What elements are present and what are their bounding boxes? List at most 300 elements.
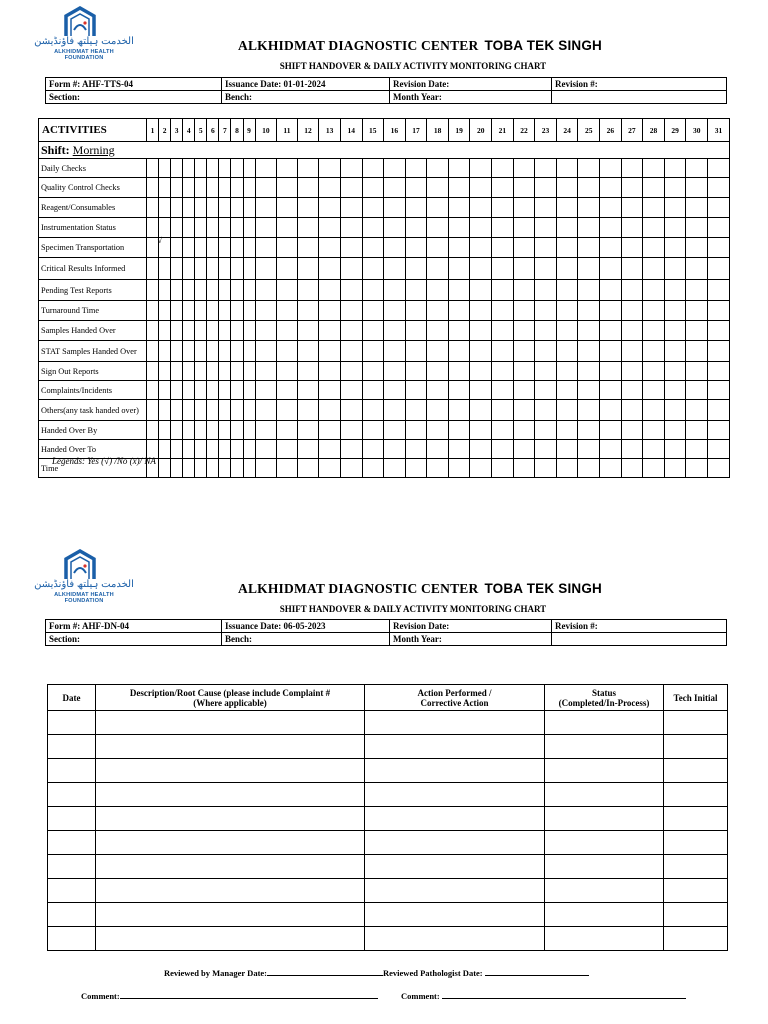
description-cell[interactable] <box>96 927 365 951</box>
activity-day-cell[interactable] <box>255 280 277 301</box>
activity-day-cell[interactable] <box>255 178 277 198</box>
activity-day-cell[interactable] <box>207 321 219 341</box>
activity-day-cell[interactable] <box>578 178 600 198</box>
activity-day-cell[interactable] <box>621 421 643 440</box>
activity-day-cell[interactable] <box>384 362 406 381</box>
activity-day-cell[interactable] <box>255 238 277 258</box>
action-cell[interactable] <box>365 879 545 903</box>
activity-day-cell[interactable] <box>219 238 231 258</box>
activity-day-cell[interactable] <box>384 341 406 362</box>
activity-day-cell[interactable] <box>405 258 427 280</box>
activity-day-cell[interactable] <box>492 341 514 362</box>
activity-day-cell[interactable] <box>195 258 207 280</box>
activity-day-cell[interactable] <box>277 198 298 218</box>
description-cell[interactable] <box>96 735 365 759</box>
activity-day-cell[interactable] <box>171 258 183 280</box>
activity-day-cell[interactable] <box>243 301 255 321</box>
activity-day-cell[interactable] <box>183 258 195 280</box>
activity-day-cell[interactable] <box>448 301 470 321</box>
activity-day-cell[interactable] <box>535 218 557 238</box>
activity-day-cell[interactable] <box>708 301 730 321</box>
activity-day-cell[interactable] <box>384 381 406 400</box>
activity-day-cell[interactable] <box>535 159 557 178</box>
activity-day-cell[interactable] <box>492 178 514 198</box>
activity-day-cell[interactable] <box>171 421 183 440</box>
activity-day-cell[interactable] <box>664 459 686 478</box>
activity-day-cell[interactable] <box>535 198 557 218</box>
description-cell[interactable] <box>96 903 365 927</box>
activity-day-cell[interactable] <box>427 400 449 421</box>
activity-day-cell[interactable] <box>255 459 277 478</box>
activity-day-cell[interactable] <box>405 301 427 321</box>
activity-day-cell[interactable] <box>578 258 600 280</box>
activity-day-cell[interactable] <box>219 301 231 321</box>
activity-day-cell[interactable] <box>183 178 195 198</box>
activity-day-cell[interactable] <box>621 341 643 362</box>
action-cell[interactable] <box>365 807 545 831</box>
activity-day-cell[interactable] <box>643 381 665 400</box>
activity-day-cell[interactable] <box>255 159 277 178</box>
activity-day-cell[interactable] <box>600 421 622 440</box>
activity-day-cell[interactable] <box>686 301 708 321</box>
activity-day-cell[interactable] <box>277 178 298 198</box>
activity-day-cell[interactable] <box>171 459 183 478</box>
comment-line-2[interactable] <box>401 989 686 1001</box>
activity-day-cell[interactable] <box>243 178 255 198</box>
activity-day-cell[interactable] <box>297 178 319 198</box>
activity-day-cell[interactable] <box>578 301 600 321</box>
activity-day-cell[interactable] <box>470 178 492 198</box>
activity-day-cell[interactable] <box>405 400 427 421</box>
activity-day-cell[interactable] <box>231 362 243 381</box>
activity-day-cell[interactable] <box>231 321 243 341</box>
activity-day-cell[interactable] <box>513 258 535 280</box>
activity-day-cell[interactable] <box>470 421 492 440</box>
activity-day-cell[interactable] <box>277 381 298 400</box>
activity-day-cell[interactable] <box>277 440 298 459</box>
activity-day-cell[interactable] <box>207 258 219 280</box>
activity-day-cell[interactable] <box>578 218 600 238</box>
activity-day-cell[interactable] <box>664 218 686 238</box>
activity-day-cell[interactable] <box>297 280 319 301</box>
activity-day-cell[interactable] <box>513 280 535 301</box>
activity-day-cell[interactable] <box>664 301 686 321</box>
activity-day-cell[interactable] <box>362 341 384 362</box>
action-cell[interactable] <box>365 759 545 783</box>
activity-day-cell[interactable] <box>448 341 470 362</box>
activity-day-cell[interactable] <box>231 178 243 198</box>
activity-day-cell[interactable] <box>470 280 492 301</box>
activity-day-cell[interactable] <box>556 362 578 381</box>
activity-day-cell[interactable] <box>277 400 298 421</box>
activity-day-cell[interactable] <box>470 159 492 178</box>
activity-day-cell[interactable] <box>708 362 730 381</box>
activity-day-cell[interactable] <box>255 362 277 381</box>
activity-day-cell[interactable] <box>207 301 219 321</box>
activity-day-cell[interactable] <box>277 459 298 478</box>
activity-day-cell[interactable] <box>513 440 535 459</box>
activity-day-cell[interactable] <box>277 238 298 258</box>
activity-day-cell[interactable] <box>159 362 171 381</box>
activity-day-cell[interactable] <box>159 258 171 280</box>
activity-day-cell[interactable] <box>643 400 665 421</box>
activity-day-cell[interactable] <box>219 341 231 362</box>
activity-day-cell[interactable] <box>492 440 514 459</box>
activity-day-cell[interactable] <box>535 381 557 400</box>
activity-day-cell[interactable] <box>207 400 219 421</box>
activity-day-cell[interactable] <box>255 381 277 400</box>
activity-day-cell[interactable] <box>664 321 686 341</box>
activity-day-cell[interactable] <box>492 362 514 381</box>
activity-day-cell[interactable] <box>513 400 535 421</box>
activity-day-cell[interactable] <box>362 400 384 421</box>
activity-day-cell[interactable] <box>362 198 384 218</box>
activity-day-cell[interactable] <box>171 198 183 218</box>
activity-day-cell[interactable] <box>340 362 362 381</box>
activity-day-cell[interactable] <box>362 178 384 198</box>
activity-day-cell[interactable] <box>183 159 195 178</box>
status-cell[interactable] <box>545 735 664 759</box>
activity-day-cell[interactable] <box>362 238 384 258</box>
activity-day-cell[interactable] <box>448 381 470 400</box>
activity-day-cell[interactable] <box>470 218 492 238</box>
activity-day-cell[interactable] <box>448 440 470 459</box>
activity-day-cell[interactable] <box>578 421 600 440</box>
activity-day-cell[interactable] <box>255 258 277 280</box>
activity-day-cell[interactable] <box>664 258 686 280</box>
manager-date-field[interactable] <box>267 966 383 976</box>
activity-day-cell[interactable] <box>600 258 622 280</box>
activity-day-cell[interactable] <box>183 218 195 238</box>
activity-day-cell[interactable] <box>600 238 622 258</box>
activity-day-cell[interactable] <box>243 459 255 478</box>
activity-day-cell[interactable] <box>195 198 207 218</box>
action-cell[interactable] <box>365 735 545 759</box>
activity-day-cell[interactable] <box>207 159 219 178</box>
activity-day-cell[interactable] <box>297 159 319 178</box>
activity-day-cell[interactable] <box>340 459 362 478</box>
activity-day-cell[interactable] <box>319 301 341 321</box>
activity-day-cell[interactable] <box>207 218 219 238</box>
activity-day-cell[interactable] <box>277 301 298 321</box>
activity-day-cell[interactable] <box>427 362 449 381</box>
activity-day-cell[interactable] <box>448 258 470 280</box>
activity-day-cell[interactable] <box>556 421 578 440</box>
activity-day-cell[interactable] <box>535 400 557 421</box>
activity-day-cell[interactable] <box>362 321 384 341</box>
activity-day-cell[interactable] <box>664 159 686 178</box>
activity-day-cell[interactable] <box>686 178 708 198</box>
activity-day-cell[interactable] <box>159 280 171 301</box>
activity-day-cell[interactable] <box>277 159 298 178</box>
tech-initial-cell[interactable] <box>664 831 728 855</box>
activity-day-cell[interactable] <box>297 301 319 321</box>
activity-day-cell[interactable] <box>556 159 578 178</box>
activity-day-cell[interactable] <box>405 321 427 341</box>
activity-day-cell[interactable] <box>708 440 730 459</box>
activity-day-cell[interactable] <box>405 341 427 362</box>
activity-day-cell[interactable] <box>405 238 427 258</box>
status-cell[interactable] <box>545 807 664 831</box>
activity-day-cell[interactable] <box>448 400 470 421</box>
activity-day-cell[interactable] <box>297 459 319 478</box>
activity-day-cell[interactable] <box>513 362 535 381</box>
activity-day-cell[interactable] <box>195 341 207 362</box>
activity-day-cell[interactable] <box>405 421 427 440</box>
activity-day-cell[interactable] <box>231 459 243 478</box>
activity-day-cell[interactable] <box>255 218 277 238</box>
description-cell[interactable] <box>96 807 365 831</box>
activity-day-cell[interactable] <box>171 321 183 341</box>
action-cell[interactable] <box>365 783 545 807</box>
activity-day-cell[interactable] <box>405 159 427 178</box>
activity-day-cell[interactable] <box>621 238 643 258</box>
activity-day-cell[interactable] <box>621 440 643 459</box>
activity-day-cell[interactable] <box>535 321 557 341</box>
activity-day-cell[interactable] <box>600 159 622 178</box>
activity-day-cell[interactable] <box>219 459 231 478</box>
tech-initial-cell[interactable] <box>664 927 728 951</box>
activity-day-cell[interactable] <box>159 440 171 459</box>
activity-day-cell[interactable] <box>686 321 708 341</box>
activity-day-cell[interactable] <box>195 238 207 258</box>
activity-day-cell[interactable] <box>621 218 643 238</box>
activity-day-cell[interactable] <box>578 459 600 478</box>
activity-day-cell[interactable] <box>195 301 207 321</box>
activity-day-cell[interactable] <box>578 159 600 178</box>
activity-day-cell[interactable] <box>556 178 578 198</box>
description-cell[interactable] <box>96 711 365 735</box>
activity-day-cell[interactable] <box>255 400 277 421</box>
activity-day-cell[interactable] <box>231 421 243 440</box>
description-cell[interactable] <box>96 831 365 855</box>
activity-day-cell[interactable] <box>686 238 708 258</box>
activity-day-cell[interactable] <box>384 421 406 440</box>
activity-day-cell[interactable] <box>556 218 578 238</box>
activity-day-cell[interactable] <box>207 178 219 198</box>
activity-day-cell[interactable] <box>340 321 362 341</box>
activity-day-cell[interactable] <box>664 178 686 198</box>
activity-day-cell[interactable] <box>231 301 243 321</box>
activity-day-cell[interactable] <box>470 440 492 459</box>
activity-day-cell[interactable] <box>643 159 665 178</box>
activity-day-cell[interactable] <box>513 421 535 440</box>
activity-day-cell[interactable] <box>243 159 255 178</box>
activity-day-cell[interactable] <box>600 301 622 321</box>
activity-day-cell[interactable] <box>643 301 665 321</box>
date-cell[interactable] <box>48 711 96 735</box>
activity-day-cell[interactable] <box>556 280 578 301</box>
description-cell[interactable] <box>96 783 365 807</box>
activity-day-cell[interactable] <box>643 421 665 440</box>
activity-day-cell[interactable] <box>171 159 183 178</box>
activity-day-cell[interactable] <box>492 280 514 301</box>
tech-initial-cell[interactable] <box>664 759 728 783</box>
activity-day-cell[interactable] <box>183 400 195 421</box>
activity-day-cell[interactable] <box>277 341 298 362</box>
activity-day-cell[interactable] <box>600 198 622 218</box>
activity-day-cell[interactable] <box>470 400 492 421</box>
activity-day-cell[interactable] <box>297 258 319 280</box>
activity-day-cell[interactable] <box>470 459 492 478</box>
activity-day-cell[interactable] <box>600 400 622 421</box>
activity-day-cell[interactable] <box>319 421 341 440</box>
status-cell[interactable] <box>545 759 664 783</box>
activity-day-cell[interactable] <box>319 400 341 421</box>
activity-day-cell[interactable] <box>171 381 183 400</box>
tech-initial-cell[interactable] <box>664 855 728 879</box>
activity-day-cell[interactable] <box>340 341 362 362</box>
activity-day-cell[interactable] <box>297 381 319 400</box>
activity-day-cell[interactable] <box>195 218 207 238</box>
comment-field-1[interactable] <box>120 989 378 999</box>
activity-day-cell[interactable] <box>578 341 600 362</box>
activity-day-cell[interactable] <box>159 381 171 400</box>
activity-day-cell[interactable] <box>147 381 159 400</box>
activity-day-cell[interactable] <box>664 362 686 381</box>
activity-day-cell[interactable] <box>362 381 384 400</box>
action-cell[interactable] <box>365 903 545 927</box>
activity-day-cell[interactable] <box>427 178 449 198</box>
activity-day-cell[interactable] <box>171 440 183 459</box>
activity-day-cell[interactable] <box>319 258 341 280</box>
activity-day-cell[interactable] <box>219 362 231 381</box>
activity-day-cell[interactable] <box>708 421 730 440</box>
activity-day-cell[interactable] <box>171 218 183 238</box>
activity-day-cell[interactable] <box>243 440 255 459</box>
activity-day-cell[interactable] <box>708 218 730 238</box>
activity-day-cell[interactable] <box>427 280 449 301</box>
activity-day-cell[interactable] <box>362 459 384 478</box>
activity-day-cell[interactable] <box>708 198 730 218</box>
activity-day-cell[interactable] <box>195 321 207 341</box>
activity-day-cell[interactable] <box>195 362 207 381</box>
activity-day-cell[interactable] <box>362 280 384 301</box>
activity-day-cell[interactable] <box>535 238 557 258</box>
activity-day-cell[interactable] <box>207 459 219 478</box>
activity-day-cell[interactable] <box>643 198 665 218</box>
activity-day-cell[interactable] <box>171 301 183 321</box>
activity-day-cell[interactable] <box>448 238 470 258</box>
activity-day-cell[interactable] <box>340 258 362 280</box>
activity-day-cell[interactable] <box>535 301 557 321</box>
activity-day-cell[interactable] <box>513 218 535 238</box>
activity-day-cell[interactable] <box>427 341 449 362</box>
activity-day-cell[interactable] <box>643 459 665 478</box>
activity-day-cell[interactable] <box>708 159 730 178</box>
activity-day-cell[interactable] <box>183 459 195 478</box>
date-cell[interactable] <box>48 855 96 879</box>
action-cell[interactable] <box>365 831 545 855</box>
activity-day-cell[interactable] <box>556 459 578 478</box>
activity-day-cell[interactable] <box>195 400 207 421</box>
activity-day-cell[interactable] <box>492 258 514 280</box>
activity-day-cell[interactable] <box>492 421 514 440</box>
activity-day-cell[interactable] <box>340 440 362 459</box>
activity-day-cell[interactable] <box>384 258 406 280</box>
activity-day-cell[interactable] <box>535 362 557 381</box>
activity-day-cell[interactable] <box>427 381 449 400</box>
activity-day-cell[interactable] <box>384 198 406 218</box>
activity-day-cell[interactable] <box>231 198 243 218</box>
activity-day-cell[interactable] <box>405 178 427 198</box>
activity-day-cell[interactable] <box>405 280 427 301</box>
activity-day-cell[interactable] <box>207 362 219 381</box>
activity-day-cell[interactable] <box>340 301 362 321</box>
tech-initial-cell[interactable] <box>664 735 728 759</box>
activity-day-cell[interactable] <box>600 440 622 459</box>
activity-day-cell[interactable] <box>219 159 231 178</box>
activity-day-cell[interactable] <box>643 341 665 362</box>
activity-day-cell[interactable] <box>621 362 643 381</box>
tech-initial-cell[interactable] <box>664 879 728 903</box>
activity-day-cell[interactable] <box>159 321 171 341</box>
activity-day-cell[interactable] <box>427 258 449 280</box>
date-cell[interactable] <box>48 831 96 855</box>
activity-day-cell[interactable] <box>492 198 514 218</box>
activity-day-cell[interactable] <box>207 238 219 258</box>
activity-day-cell[interactable] <box>243 341 255 362</box>
activity-day-cell[interactable] <box>513 198 535 218</box>
activity-day-cell[interactable] <box>384 218 406 238</box>
activity-day-cell[interactable] <box>686 381 708 400</box>
activity-day-cell[interactable] <box>427 159 449 178</box>
activity-day-cell[interactable] <box>578 321 600 341</box>
activity-day-cell[interactable] <box>556 198 578 218</box>
activity-day-cell[interactable] <box>686 159 708 178</box>
activity-day-cell[interactable] <box>492 238 514 258</box>
activity-day-cell[interactable] <box>255 198 277 218</box>
activity-day-cell[interactable] <box>319 381 341 400</box>
activity-day-cell[interactable] <box>147 400 159 421</box>
activity-day-cell[interactable] <box>147 258 159 280</box>
activity-day-cell[interactable] <box>243 280 255 301</box>
activity-day-cell[interactable] <box>600 459 622 478</box>
activity-day-cell[interactable] <box>159 301 171 321</box>
activity-day-cell[interactable] <box>643 280 665 301</box>
activity-day-cell[interactable] <box>362 421 384 440</box>
activity-day-cell[interactable] <box>171 362 183 381</box>
status-cell[interactable] <box>545 783 664 807</box>
activity-day-cell[interactable] <box>297 321 319 341</box>
activity-day-cell[interactable] <box>362 440 384 459</box>
activity-day-cell[interactable] <box>297 362 319 381</box>
activity-day-cell[interactable] <box>600 321 622 341</box>
activity-day-cell[interactable] <box>384 159 406 178</box>
status-cell[interactable] <box>545 879 664 903</box>
activity-day-cell[interactable] <box>219 280 231 301</box>
activity-day-cell[interactable] <box>159 459 171 478</box>
activity-day-cell[interactable] <box>405 459 427 478</box>
activity-day-cell[interactable] <box>535 440 557 459</box>
activity-day-cell[interactable] <box>448 321 470 341</box>
date-cell[interactable] <box>48 807 96 831</box>
comment-field-2[interactable] <box>442 989 686 999</box>
activity-day-cell[interactable] <box>600 381 622 400</box>
activity-day-cell[interactable] <box>243 381 255 400</box>
description-cell[interactable] <box>96 855 365 879</box>
activity-day-cell[interactable] <box>621 280 643 301</box>
activity-day-cell[interactable] <box>319 238 341 258</box>
activity-day-cell[interactable] <box>147 159 159 178</box>
activity-day-cell[interactable] <box>277 258 298 280</box>
activity-day-cell[interactable] <box>255 341 277 362</box>
activity-day-cell[interactable] <box>231 218 243 238</box>
activity-day-cell[interactable] <box>319 218 341 238</box>
activity-day-cell[interactable] <box>448 198 470 218</box>
activity-day-cell[interactable] <box>384 400 406 421</box>
activity-day-cell[interactable] <box>686 459 708 478</box>
